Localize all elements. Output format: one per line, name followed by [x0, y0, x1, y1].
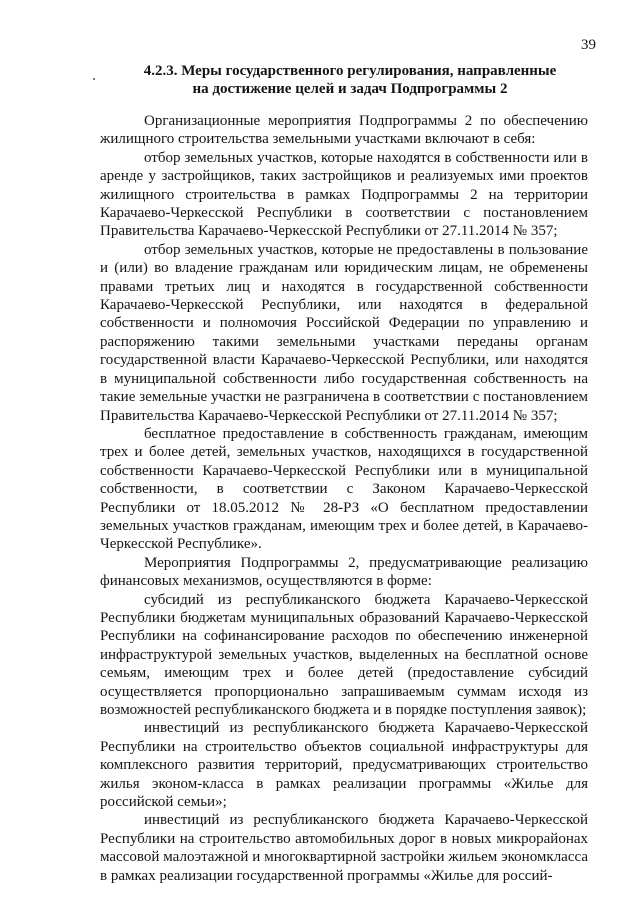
- body-text: [100, 112, 588, 885]
- paragraph: отбор земельных участков, которые находятся в собственности или в аренде у застройщиков, таких застройщиков и реализуемых ими проектов жилищного строительства в рамках Подпрограммы 2 на территории Карачаево-Черкесской Республики в соответствии с постановлением Правительства Карачаево-Черкесской Республики от 27.11.2014 № 357;: [100, 149, 588, 240]
- page-number: 39: [581, 37, 596, 53]
- section-heading-line-1: 4.2.3. Меры государственного регулирования, направленные: [143, 63, 557, 79]
- paragraph: отбор земельных участков, которые не предоставлены в пользование и (или) во владение гражданам или юридическим лицам, не обременены правами третьих лиц и находятся в государственной собственности Карачаево-Черкесской Республики, или находятся в федеральной собственности и полномочия Российской Федерации по управлению и распоряжению такими земельными участками переданы органам государственной власти Карачаево-Черкесской Республики, или находятся в муниципальной собственности либо государственная собственность на такие земельные участки не разграничена в соответствии с постановлением Правительства Карачаево-Черкесской Республики от 27.11.2014 № 357;: [100, 241, 588, 424]
- paragraph: инвестиций из республиканского бюджета Карачаево-Черкесской Республики на строительство автомобильных дорог в новых микрорайонах массовой малоэтажной и многоквартирной застройки жильем экономкласса в рамках реализации государственной программы «Жилье для россий-: [100, 812, 588, 884]
- paragraph: инвестиций из республиканского бюджета Карачаево-Черкесской Республики на строительство объектов социальной инфраструктуры для комплексного развития территорий, предусматривающих строительство жилья эконом-класса в рамках реализации программы «Жилье для российской семьи»;: [100, 720, 588, 811]
- paragraph: бесплатное предоставление в собственность гражданам, имеющим трех и более детей, земельных участков, находящихся в государственной собственности Карачаево-Черкесской Республики или в муниципальной собственности, в соответствии с Законом Карачаево-Черкесской Республики от 18.05.2012 № 28-РЗ «О бесплатном предоставлении земельных участков гражданам, имеющим трех и более детей, в Карачаево-Черкесской Республике».: [100, 425, 588, 553]
- paragraph: субсидий из республиканского бюджета Карачаево-Черкесской Республики бюджетам муниципальных образований Карачаево-Черкесской Республики на софинансирование расходов по обеспечению инженерной инфраструктурой земельных участков, выделенных на бесплатной основе семьям, имеющим трех и более детей (предоставление субсидий осуществляется пропорционально запрашиваемым суммам исходя из возможностей республиканского бюджета и в порядке поступления заявок);: [100, 591, 588, 718]
- scan-artifact: [93, 78, 95, 80]
- section-heading: [100, 62, 600, 98]
- paragraph: Мероприятия Подпрограммы 2, предусматривающие реализацию финансовых механизмов, осуществляются в форме:: [100, 554, 588, 590]
- section-heading-line-2: на достижение целей и задач Подпрограммы 2: [192, 81, 508, 97]
- paragraph: Организационные мероприятия Подпрограммы 2 по обеспечению жилищного строительства земельными участками включают в себя:: [100, 113, 588, 148]
